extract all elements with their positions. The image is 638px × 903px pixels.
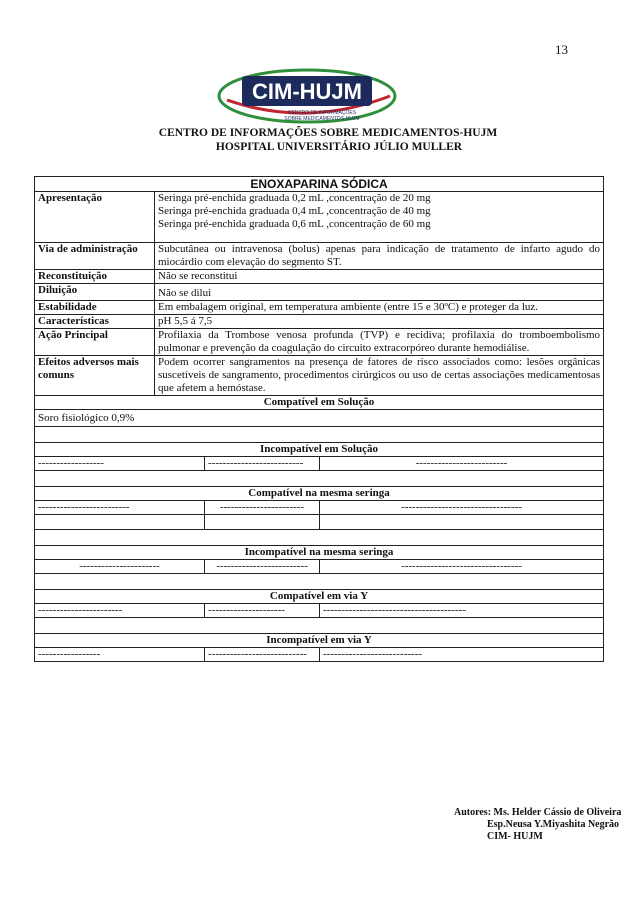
dash-cell: -------------------------- bbox=[205, 457, 320, 471]
cim-hujm-logo bbox=[212, 66, 402, 126]
efeitos-value: Podem ocorrer sangramentos na presença de fatores de risco associados como: lesões orgânicas suscetíveis de sangramento, procedimentos cirúrgicos ou uso de certas associações medicamentosas que afetem a hemóstase. bbox=[155, 356, 604, 396]
efeitos-label: Efeitos adversos mais comuns bbox=[35, 356, 155, 396]
dash-cell: --------------------- bbox=[205, 604, 320, 618]
incompat-solucao-title: Incompatível em Solução bbox=[35, 443, 604, 457]
apresentacao-label: Apresentação bbox=[35, 192, 155, 243]
spacer-row bbox=[35, 471, 604, 487]
via-label: Via de administração bbox=[35, 243, 155, 270]
spacer-row bbox=[35, 427, 604, 443]
logo-text: CIM-HUJM bbox=[252, 79, 362, 104]
apresentacao-item: Seringa pré-enchida graduada 0,4 mL ,concentração de 40 mg bbox=[158, 205, 431, 217]
spacer-row bbox=[35, 530, 604, 546]
dash-cell: ------------------ bbox=[35, 457, 205, 471]
dash-cell: --------------------------- bbox=[205, 648, 320, 662]
dash-cell: ------------------------- bbox=[320, 457, 604, 471]
acao-value: Profilaxia da Trombose venosa profunda (TVP) e recidiva; profilaxia do tromboembolismo pulmonar e prevenção da coagulação do circuito extracorpóreo durante hemodiálise. bbox=[155, 329, 604, 356]
dash-cell: --------------------------- bbox=[320, 648, 604, 662]
logo-subtext-1: CENTRO DE INFORMAÇÕES bbox=[287, 110, 357, 116]
acao-row bbox=[35, 329, 604, 356]
drug-title: ENOXAPARINA SÓDICA bbox=[35, 177, 604, 192]
dash-cell: --------------------------------- bbox=[320, 501, 604, 515]
caracteristicas-row bbox=[35, 315, 604, 329]
authors-block bbox=[454, 807, 621, 843]
dash-cell: ------------------------- bbox=[205, 560, 320, 574]
dash-cell: --------------------------------- bbox=[320, 560, 604, 574]
section-header bbox=[35, 546, 604, 560]
estabilidade-label: Estabilidade bbox=[35, 301, 155, 315]
reconstituicao-value: Não se reconstitui bbox=[155, 270, 604, 284]
section-header bbox=[35, 443, 604, 457]
incompat-seringa-title: Incompatível na mesma seringa bbox=[35, 546, 604, 560]
dash-cell: ----------------------- bbox=[35, 604, 205, 618]
diluicao-value: Não se dilui bbox=[155, 284, 604, 301]
compat-seringa-title: Compatível na mesma seringa bbox=[35, 487, 604, 501]
diluicao-row bbox=[35, 284, 604, 301]
dash-cell: ---------------------- bbox=[35, 560, 205, 574]
spacer-row bbox=[35, 574, 604, 590]
reconstituicao-label: Reconstituição bbox=[35, 270, 155, 284]
dash-cell: --------------------------------------- bbox=[320, 604, 604, 618]
reconstituicao-row bbox=[35, 270, 604, 284]
section-header bbox=[35, 487, 604, 501]
author-line-1: Autores: Ms. Helder Cássio de Oliveira bbox=[454, 807, 622, 818]
diluicao-label: Diluição bbox=[35, 284, 155, 301]
apresentacao-row bbox=[35, 192, 604, 243]
empty-row bbox=[35, 515, 604, 530]
author-line-2: Esp.Neusa Y.Miyashita Negrão bbox=[487, 819, 620, 830]
compat-y-title: Compatível em via Y bbox=[35, 590, 604, 604]
title-row bbox=[35, 177, 604, 192]
section-row bbox=[35, 410, 604, 427]
section-header bbox=[35, 396, 604, 410]
estabilidade-value: Em embalagem original, em temperatura ambiente (entre 15 e 30ºC) e proteger da luz. bbox=[155, 301, 604, 315]
via-value: Subcutânea ou intravenosa (bolus) apenas para indicação de tratamento de infarto agudo do miocárdio com elevação do segmento ST. bbox=[155, 243, 604, 270]
dash-cell: ----------------- bbox=[35, 648, 205, 662]
section-row bbox=[35, 457, 604, 471]
incompat-y-title: Incompatível em via Y bbox=[35, 634, 604, 648]
apresentacao-item: Seringa pré-enchida graduada 0,6 mL ,concentração de 60 mg bbox=[158, 218, 431, 230]
apresentacao-value bbox=[155, 192, 604, 243]
drug-info-table bbox=[34, 176, 604, 662]
section-header bbox=[35, 634, 604, 648]
header-hospital: HOSPITAL UNIVERSITÁRIO JÚLIO MULLER bbox=[215, 141, 463, 153]
section-header bbox=[35, 590, 604, 604]
dash-cell: ----------------------- bbox=[205, 501, 320, 515]
apresentacao-item: Seringa pré-enchida graduada 0,2 mL ,concentração de 20 mg bbox=[158, 192, 431, 204]
page-number: 13 bbox=[555, 42, 568, 57]
caracteristicas-value: pH 5,5 á 7,5 bbox=[155, 315, 604, 329]
spacer-row bbox=[35, 618, 604, 634]
acao-label: Ação Principal bbox=[35, 329, 155, 356]
author-line-3: CIM- HUJM bbox=[487, 831, 543, 842]
section-row bbox=[35, 501, 604, 515]
estabilidade-row bbox=[35, 301, 604, 315]
section-row bbox=[35, 560, 604, 574]
header-institution: CENTRO DE INFORMAÇÕES SOBRE MEDICAMENTOS-HUJM bbox=[158, 127, 498, 139]
via-row bbox=[35, 243, 604, 270]
section-row bbox=[35, 604, 604, 618]
dash-cell: ------------------------- bbox=[35, 501, 205, 515]
compat-solucao-title: Compatível em Solução bbox=[35, 396, 604, 410]
efeitos-row bbox=[35, 356, 604, 396]
logo-subtext-2: SOBRE MEDICAMENTOS-HUJM bbox=[284, 116, 360, 122]
compat-solucao-value: Soro fisiológico 0,9% bbox=[35, 410, 604, 427]
section-row bbox=[35, 648, 604, 662]
caracteristicas-label: Características bbox=[35, 315, 155, 329]
